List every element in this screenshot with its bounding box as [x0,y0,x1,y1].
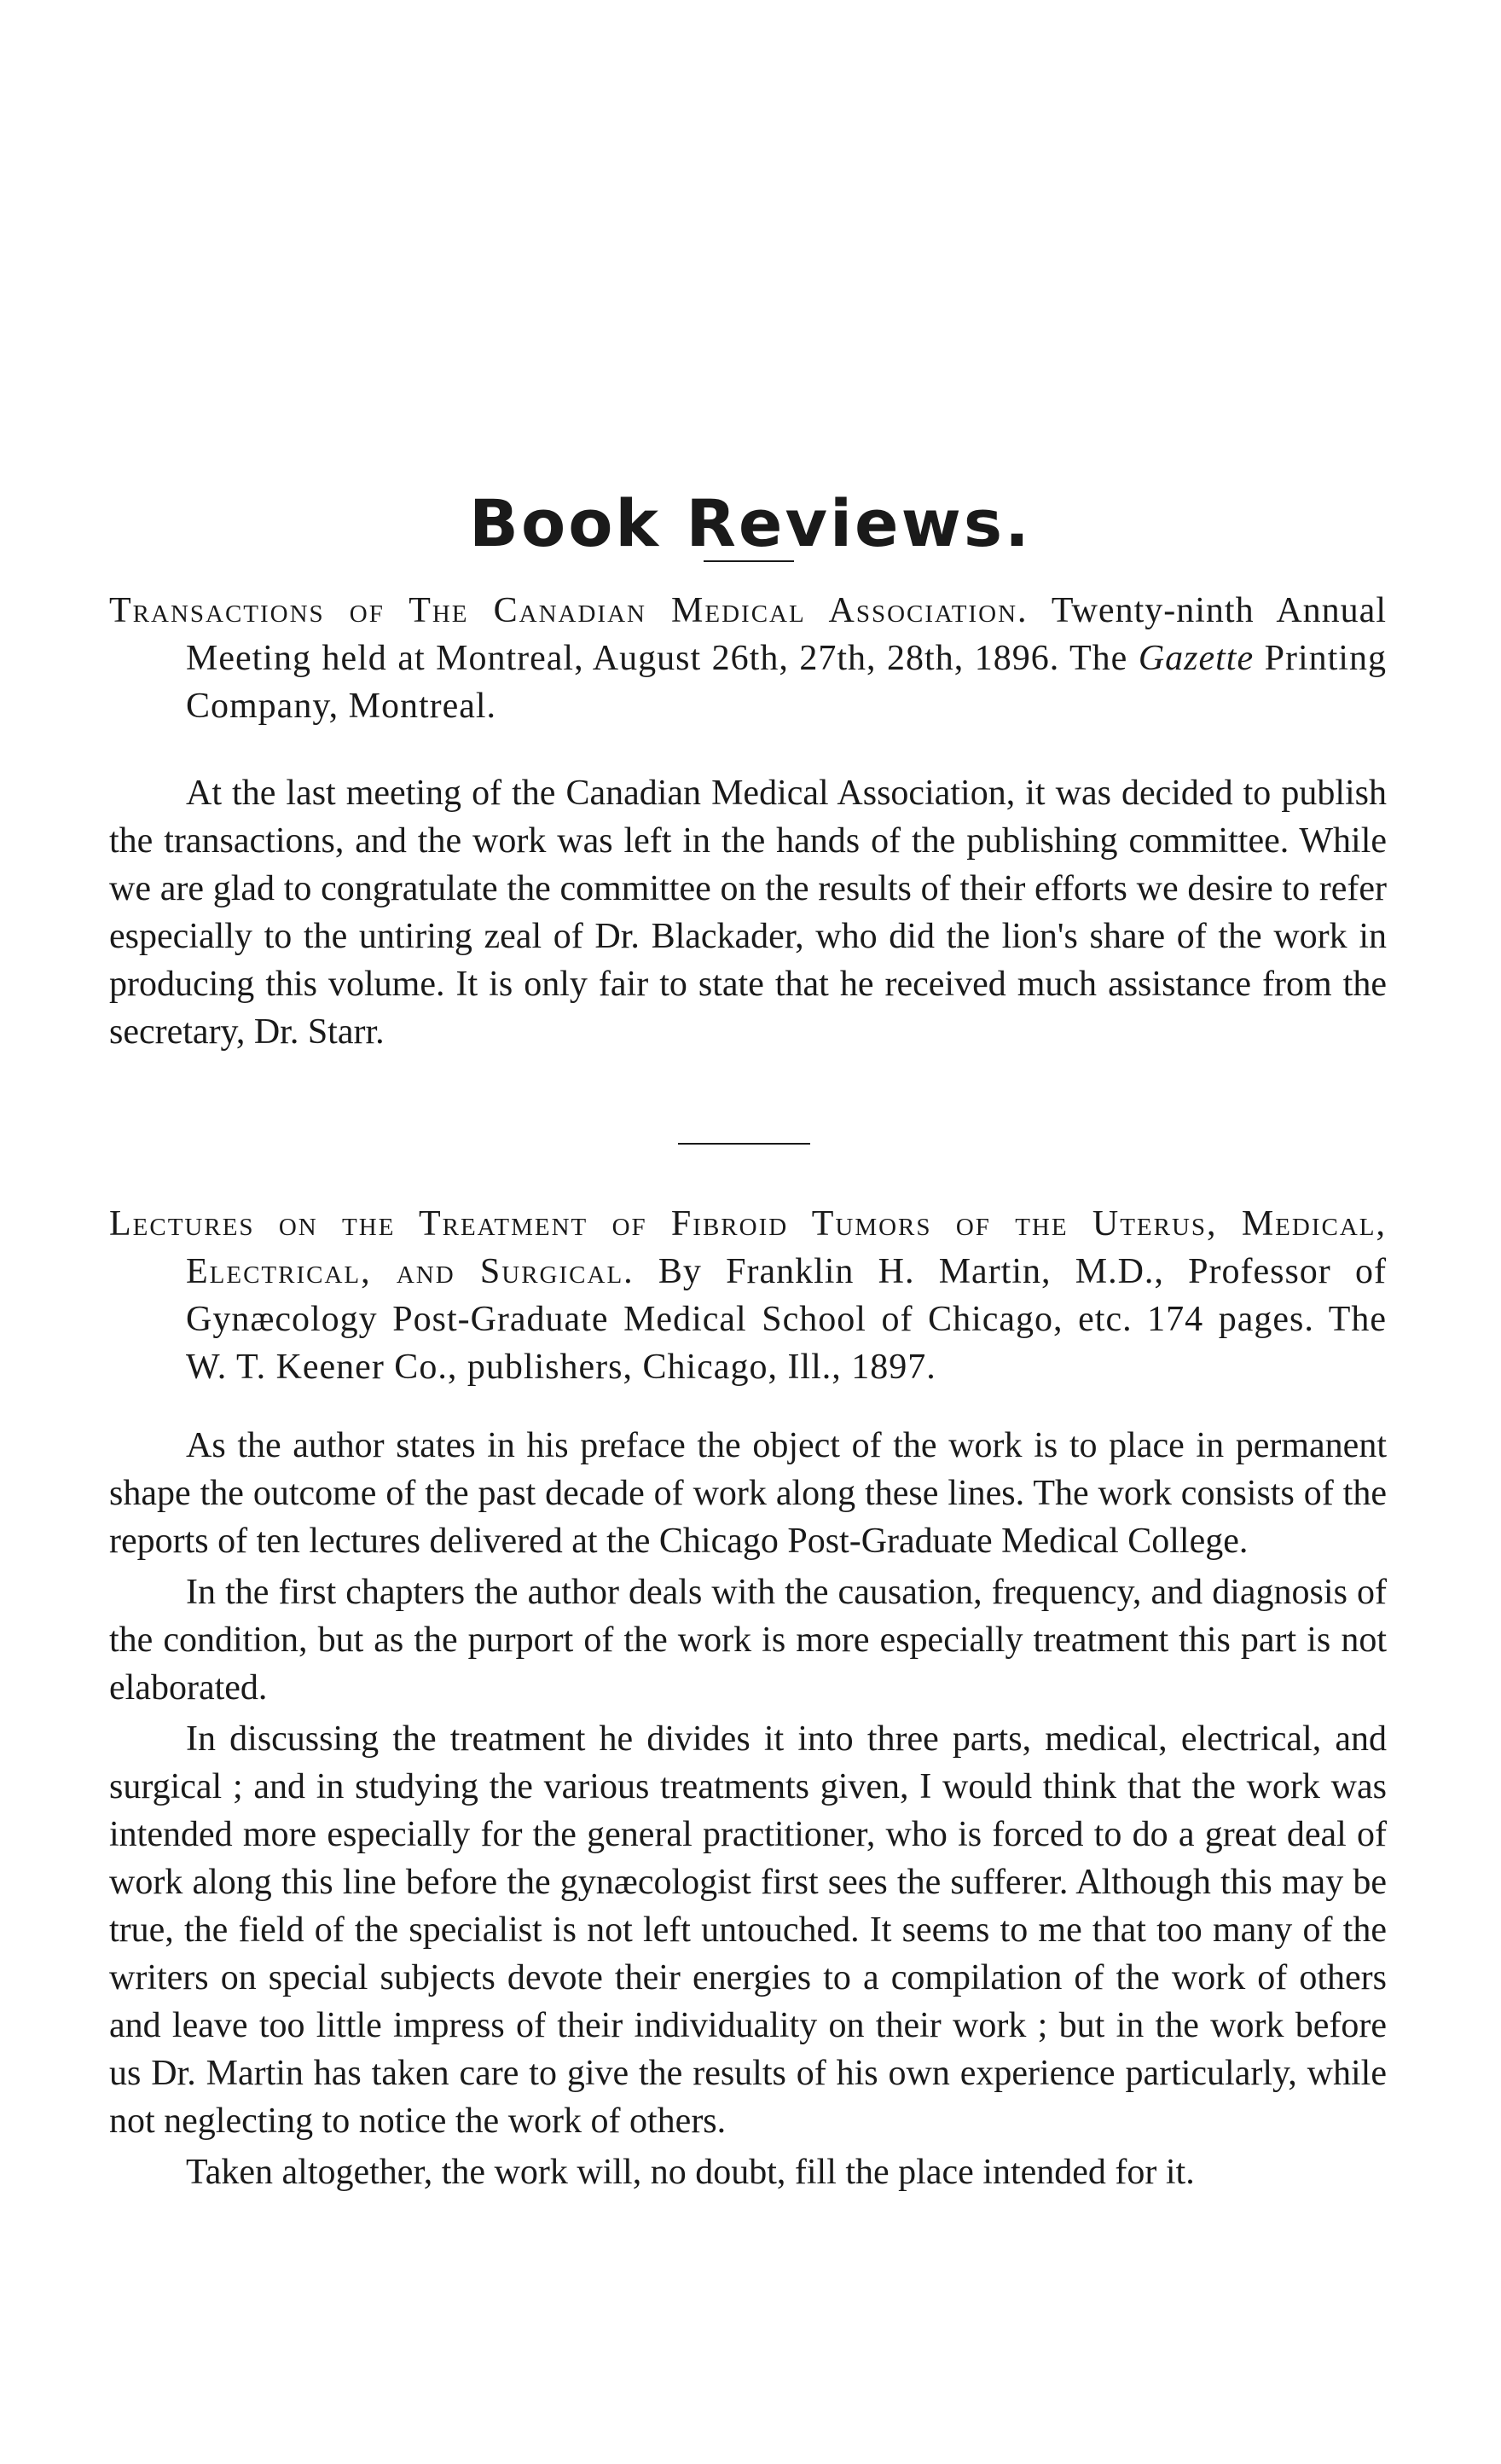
review-paragraph: In the first chapters the author deals with the causation, frequency, and diagnosis of the condition, but as the purport of the work is more especially treatment this part is not elaborated. [109,1573,1387,1707]
book-title: Lectures on the Treatment of Fibroid Tumors of the Uterus, Medical, Electrical, and Surgical. [109,1204,1387,1291]
citation-publisher: Printing Company, Montreal. [186,639,1387,726]
title-divider [704,560,794,562]
section-divider [678,1143,810,1145]
review-transactions-cma [109,587,1387,1056]
book-title: Transactions of The Canadian Medical Association. [109,591,1029,630]
review-citation [109,587,1387,730]
italic-publication-name: Gazette [1138,639,1255,678]
page-title: Book Reviews. [469,484,1032,561]
review-paragraph: At the last meeting of the Canadian Medical Association, it was decided to publish the transactions, and the work was left in the hands of the publishing committee. While we are glad to congratulate the committee on the results of their efforts we desire to refer especially to the untiring zeal of Dr. Blackader, who did the lion's share of the work in producing this volume. It is only fair to state that he received much assistance from the secretary, Dr. Starr. [109,774,1387,1052]
review-fibroid-tumors [109,1200,1387,2196]
review-citation [109,1200,1387,1391]
citation-details: By Franklin H. Martin, M.D., Professor of Gynæcology Post-Graduate Medical School of Chicago, etc. 174 pages. The W. T. Keener Co., publishers, Chicago, Ill., 1897. [186,1252,1387,1387]
review-paragraph: Taken altogether, the work will, no doubt, fill the place intended for it. [186,2153,1195,2192]
review-paragraph: As the author states in his preface the object of the work is to place in permanent shape the outcome of the past decade of work along these lines. The work consists of the reports of ten lectures delivered at the Chicago Post-Graduate Medical College. [109,1426,1387,1561]
review-paragraph: In discussing the treatment he divides it into three parts, medical, electrical, and surgical ; and in studying the various treatments given, I would think that the work was intended more especially for the general practitioner, who is forced to do a great deal of work along this line before the gynæcologist first sees the sufferer. Although this may be true, the field of the specialist is not left untouched. It seems to me that too many of the writers on special subjects devote their energies to a compilation of the work of others and leave too little impress of their individuality on their work ; but in the work before us Dr. Martin has taken care to give the results of his own experience particularly, while not neglecting to notice the work of others. [109,1719,1387,2141]
citation-details: Twenty-ninth Annual Meeting held at Montreal, August 26th, 27th, 28th, 1896. The [186,591,1387,678]
